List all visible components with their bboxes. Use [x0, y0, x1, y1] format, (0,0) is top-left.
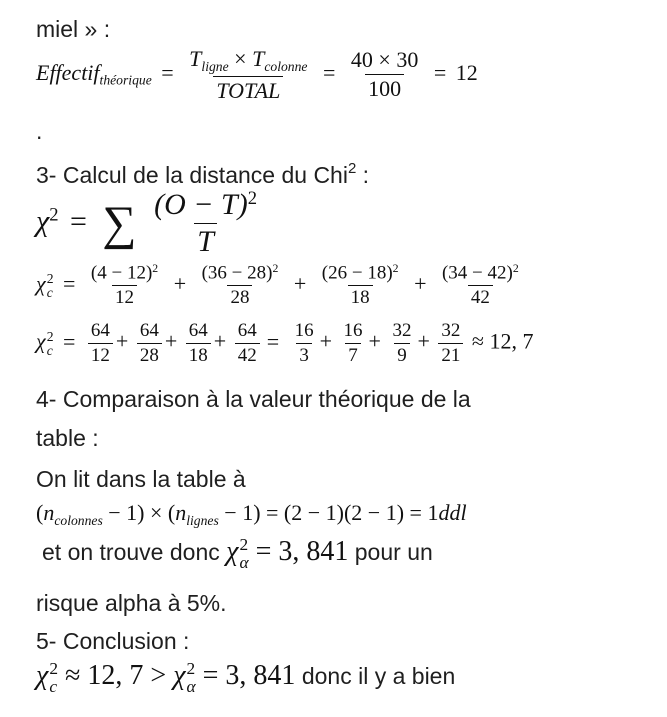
term-fraction: $\frac{(26 - 18)^2}{18}$: [321, 262, 399, 309]
term-fraction: $\frac{(34 - 42)^2}{42}$: [441, 262, 519, 309]
section-4-heading-line1: 4- Comparaison à la valeur théorique de la: [36, 386, 471, 412]
found-value-line: et on trouve donc χ 2 α = 3, 841 pour un: [42, 535, 433, 572]
term-fraction: $\frac{(36 - 28)^2}{28}$: [201, 262, 279, 309]
chi2-approx-result: ≈ 12, 7: [471, 328, 534, 354]
intro-text: miel » :: [36, 16, 111, 42]
effectif-result: 12: [455, 59, 478, 85]
conclusion-line: χ 2 c ≈ 12, 7 > χ 2 α = 3, 841 donc il y a bien: [36, 659, 456, 696]
numeric-fraction: $\frac{40 \times 30}{100}$: [350, 47, 419, 102]
effectif-label: Effectif: [36, 59, 100, 85]
section-5-heading: 5- Conclusion :: [36, 628, 190, 654]
effectif-theorique-formula: Effectif$_{théorique}$ = $\frac{T_{ligne} \times T_{colonne}}{\text{TOTAL}}$ = $\frac{40 \times 30}{100}$ = 12: [36, 46, 478, 103]
chi2-computation-formula: χ 2 c = $\frac{64}{12}$ + $\frac{64}{28}$ + $\frac{64}{18}$ + $\frac{64}{42}$ = $\frac{16}{3}$ + $\frac{16}{7}$ + $\frac{32}{9}$ + $\frac{32}{21}$ ≈ 12, 7: [36, 320, 534, 366]
term-fraction: $\frac{(4 - 12)^2}{12}$: [90, 262, 159, 309]
dot-separator: .: [36, 118, 43, 144]
chi2-substitution-formula: χ 2 c = $\frac{(4 - 12)^2}{12}$ + $\frac{(36 - 28)^2}{28}$ + $\frac{(26 - 18)^2}{18}$ + $\frac{(34 - 42)^2}{42}$: [36, 262, 525, 309]
sum-symbol: ∑: [102, 197, 137, 251]
chi2-definition-formula: $\chi^2$ = ∑ $\frac{(O - T)^2}{T}$: [36, 188, 258, 259]
ddl-formula: $(n_{colonnes} - 1) \times (n_{lignes} - 1) = (2 - 1)(2 - 1) = 1ddl$: [36, 500, 467, 528]
read-table-text: On lit dans la table à: [36, 466, 246, 492]
section-3-heading: 3- Calcul de la distance du Chi$^2$ :: [36, 160, 370, 188]
section-4-heading-line2: table :: [36, 425, 99, 451]
effectif-subscript: théorique: [99, 72, 152, 88]
risk-text: risque alpha à 5%.: [36, 590, 227, 616]
effectif-fraction: $\frac{T_{ligne} \times T_{colonne}}{\text{TOTAL}}$: [189, 46, 308, 103]
